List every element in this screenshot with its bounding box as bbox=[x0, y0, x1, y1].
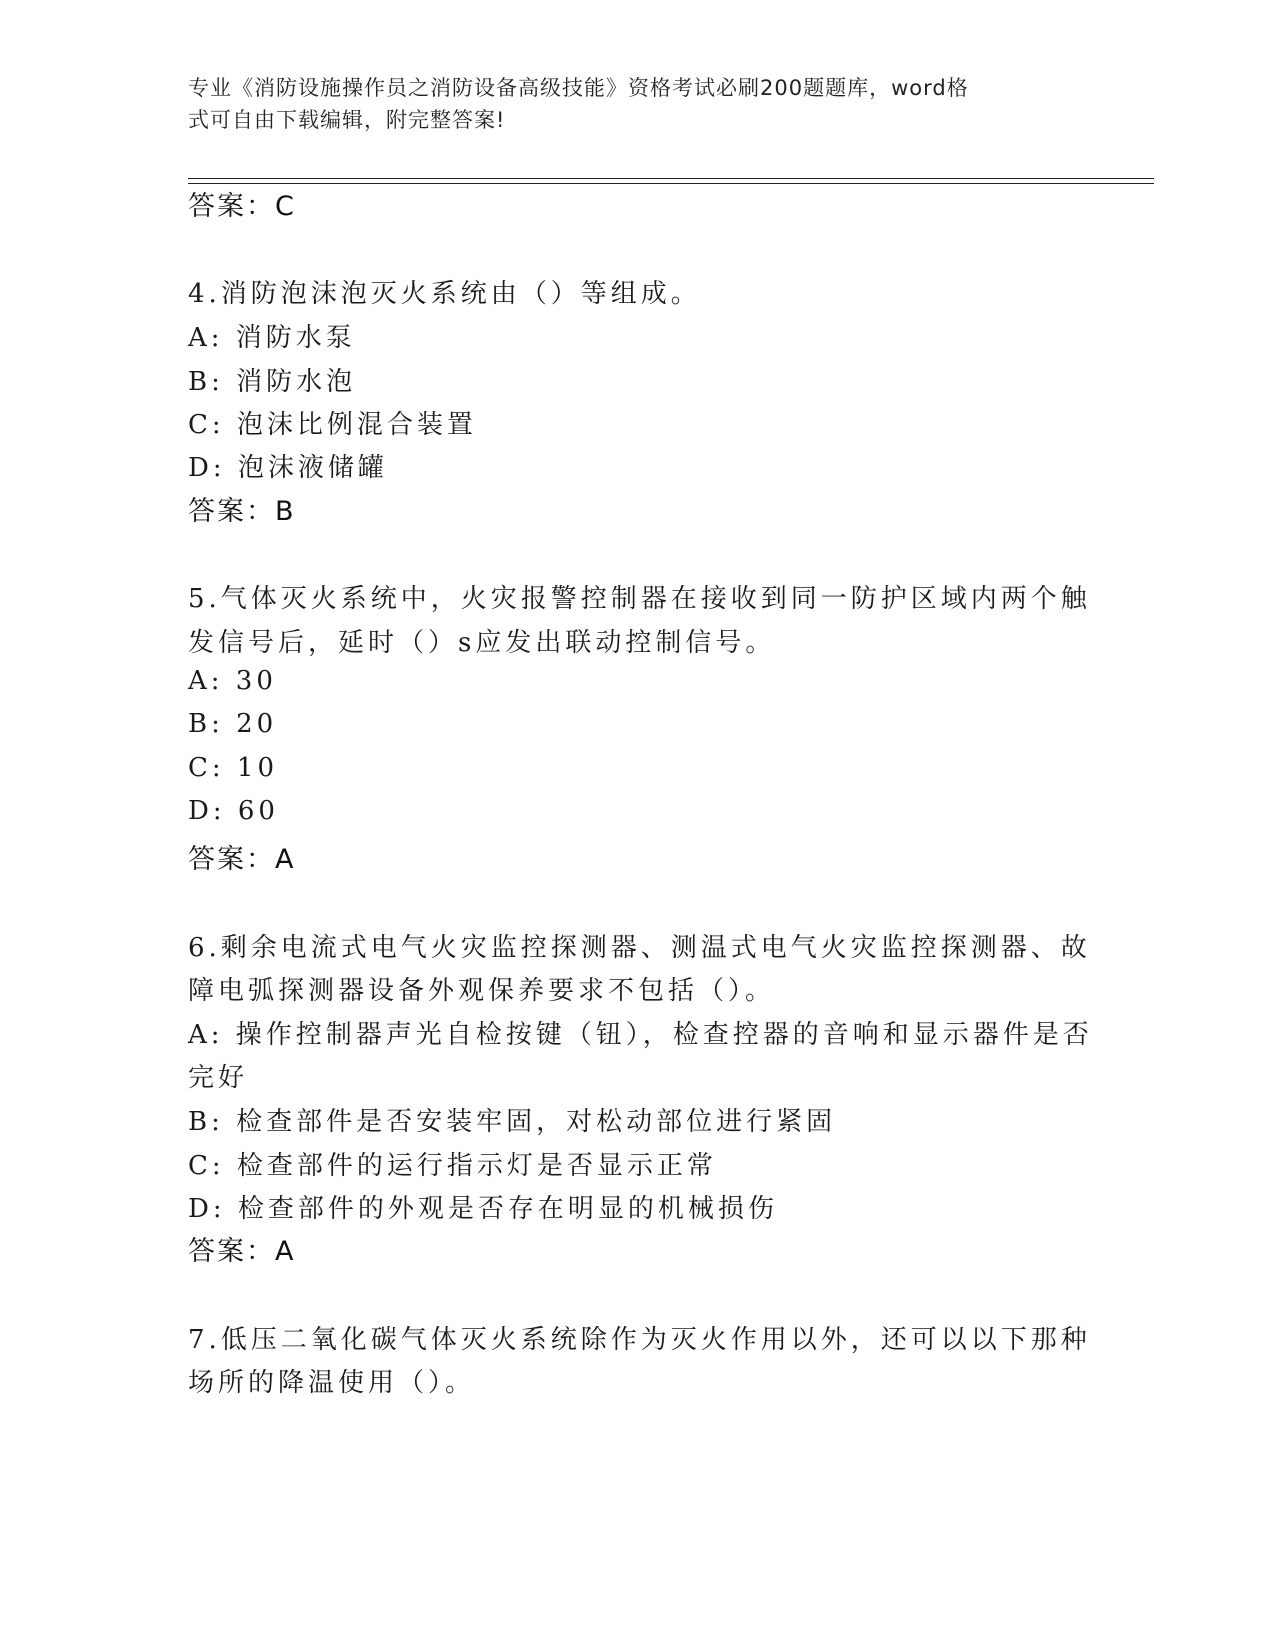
q5-stem-line-1: 5.气体灭火系统中，火灾报警控制器在接收到同一防护区域内两个触 bbox=[188, 584, 1091, 614]
q4-stem: 4.消防泡沫泡灭火系统由（）等组成。 bbox=[188, 279, 701, 309]
q5-option-d: D: 60 bbox=[188, 796, 279, 826]
q6-option-a-cont: 完好 bbox=[188, 1063, 249, 1093]
q4-option-d: D: 泡沫液储罐 bbox=[188, 453, 388, 483]
header-divider-top bbox=[188, 178, 1154, 179]
q4-answer: 答案：B bbox=[188, 496, 296, 527]
q6-option-a: A: 操作控制器声光自检按键（钮），检查控器的音响和显示器件是否 bbox=[188, 1020, 1093, 1050]
q5-stem-line-2: 发信号后，延时（）s应发出联动控制信号。 bbox=[188, 628, 776, 658]
q6-option-b: B: 检查部件是否安装牢固，对松动部位进行紧固 bbox=[188, 1107, 837, 1137]
header-line-1: 专业《消防设施操作员之消防设备高级技能》资格考试必刷200题题库，word格 bbox=[188, 76, 969, 100]
q6-option-c: C: 检查部件的运行指示灯是否显示正常 bbox=[188, 1151, 717, 1181]
q4-option-a: A: 消防水泵 bbox=[188, 323, 356, 353]
q5-answer: 答案：A bbox=[188, 844, 296, 875]
q7-stem-line-2: 场所的降温使用（）。 bbox=[188, 1368, 476, 1398]
q5-option-a: A: 30 bbox=[188, 666, 277, 696]
q6-option-d: D: 检查部件的外观是否存在明显的机械损伤 bbox=[188, 1194, 778, 1224]
q5-option-b: B: 20 bbox=[188, 709, 278, 739]
header-line-2: 式可自由下载编辑，附完整答案! bbox=[188, 108, 506, 132]
header-divider-bottom bbox=[188, 183, 1154, 184]
q6-stem-line-1: 6.剩余电流式电气火灾监控探测器、测温式电气火灾监控探测器、故 bbox=[188, 933, 1091, 963]
q4-option-c: C: 泡沫比例混合装置 bbox=[188, 410, 477, 440]
document-header bbox=[188, 72, 1068, 136]
q7-stem-line-1: 7.低压二氧化碳气体灭火系统除作为灭火作用以外，还可以以下那种 bbox=[188, 1325, 1091, 1355]
q6-answer: 答案：A bbox=[188, 1236, 296, 1267]
q4-option-b: B: 消防水泡 bbox=[188, 367, 357, 397]
q6-stem-line-2: 障电弧探测器设备外观保养要求不包括（）。 bbox=[188, 976, 776, 1006]
answer-prev: 答案：C bbox=[188, 191, 296, 222]
q5-option-c: C: 10 bbox=[188, 753, 279, 783]
